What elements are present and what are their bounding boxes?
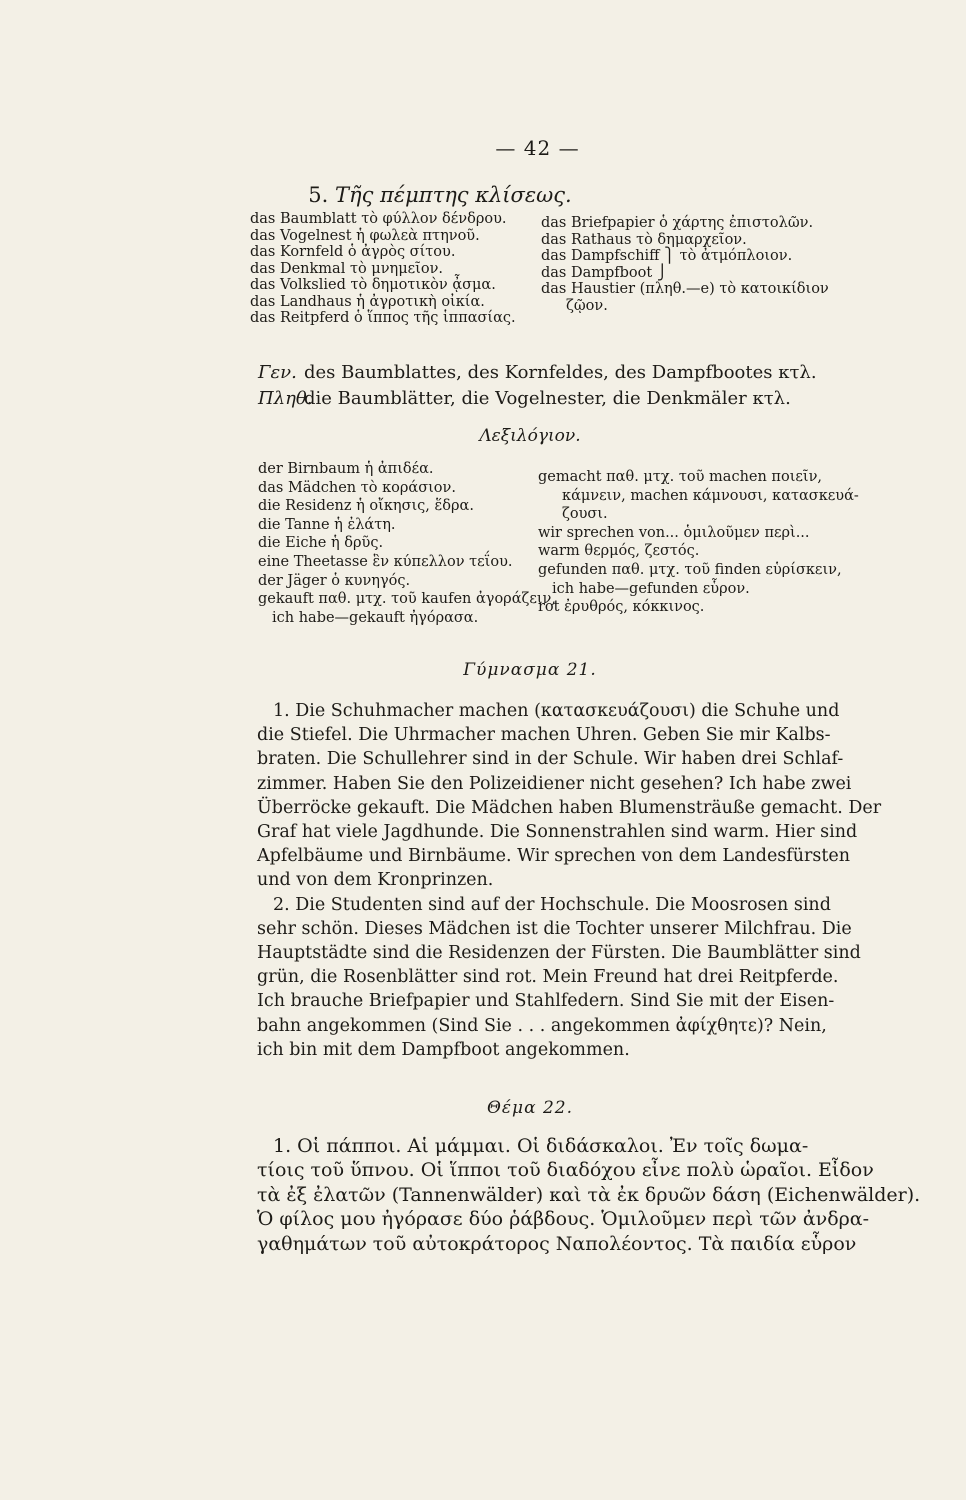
exercise-line: 2. Die Studenten sind auf der Hochschule. Die Moosrosen sind (273, 894, 831, 915)
theme-line: τὰ ἐξ ἐλατῶν (Tannenwälder) καὶ τὰ ἐκ δρυῶν δάση (Eichenwälder). (257, 1183, 921, 1206)
exercise-line: 1. Die Schuhmacher machen (κατασκευάζουσι) die Schuhe und (273, 701, 840, 721)
plural-label: Πληθ. (258, 388, 313, 409)
vocab-list-right (541, 215, 829, 314)
exercise-line: Apfelbäume und Birnbäume. Wir sprechen von dem Landesfürsten (257, 846, 851, 867)
exercise-line: Hauptstädte sind die Residenzen der Fürsten. Die Baumblätter sind (257, 943, 861, 964)
lexicon-entry: die Residenz ἡ οἴκησις, ἕδρα. (258, 498, 474, 515)
lexicon-entry: ζουσι. (562, 506, 608, 523)
page-number: — 42 — (495, 136, 580, 160)
lexicon-entry: der Birnbaum ἡ ἀπιδέα. (258, 461, 434, 477)
section-number: 5. (308, 183, 329, 207)
genitive-text: des Baumblattes, des Kornfeldes, des Dampfbootes κτλ. (304, 362, 817, 383)
exercise-line: Graf hat viele Jagdhunde. Die Sonnenstrahlen sind warm. Hier sind (257, 822, 858, 843)
lexicon-entry: warm θερμός, ζεστός. (538, 543, 700, 560)
genitive-label: Γεν. (258, 362, 297, 383)
section-title: Τῆς πέμπτης κλίσεως. (335, 183, 572, 207)
vocab-entry: das Dampfboot ⎭ (541, 264, 668, 281)
theme-title: Θέμα 22. (486, 1098, 574, 1118)
vocab-entry: das Landhaus ἡ ἀγροτικὴ οἰκία. (250, 293, 485, 310)
exercise-line: ich bin mit dem Dampfboot angekommen. (257, 1039, 630, 1060)
vocab-entry: das Kornfeld ὁ ἀγρὸς σίτου. (250, 244, 456, 260)
vocab-entry: das Denkmal τὸ μνημεῖον. (250, 260, 444, 277)
lexicon-entry: eine Theetasse ἓν κύπελλον τεΐου. (258, 553, 513, 570)
vocab-entry: das Dampfschiff ⎫ τὸ ἀτμόπλοιον. (541, 248, 793, 264)
vocab-entry: das Reitpferd ὁ ἵππος τῆς ἱππασίας. (250, 310, 516, 326)
lexicon-title: Λεξιλόγιον. (479, 426, 581, 446)
exercise-line: Überröcke gekauft. Die Mädchen haben Blumensträuße gemacht. Der (257, 797, 882, 818)
lexicon-entry: ich habe—gefunden εὗρον. (552, 580, 750, 597)
lexicon-entry: ich habe—gekauft ἠγόρασα. (272, 609, 479, 626)
vocab-entry: das Rathaus τὸ δημαρχεῖον. (541, 231, 747, 248)
theme-text (257, 1134, 921, 1256)
vocab-entry: das Baumblatt τὸ φύλλον δένδρου. (250, 211, 507, 227)
vocab-entry: das Vogelnest ἡ φωλεὰ πτηνοῦ. (250, 227, 480, 244)
exercise-line: bahn angekommen (Sind Sie . . . angekommen ἀφίχθητε)? Nein, (257, 1015, 827, 1036)
lexicon-entry: das Mädchen τὸ κοράσιον. (258, 479, 456, 496)
vocab-list-left (250, 211, 516, 327)
exercise-line: grün, die Rosenblätter sind rot. Mein Freund hat drei Reitpferde. (257, 967, 839, 988)
lexicon-entry: gefunden παθ. μτχ. τοῦ finden εὑρίσκειν, (538, 561, 842, 578)
exercise-line: Ich brauche Briefpapier und Stahlfedern. Sind Sie mit der Eisen- (257, 991, 835, 1012)
exercise-line: sehr schön. Dieses Mädchen ist die Tochter unserer Milchfrau. Die (257, 918, 852, 939)
lexicon-list-right (538, 468, 859, 617)
lexicon-entry: gekauft παθ. μτχ. τοῦ kaufen ἀγοράζειν, (258, 591, 556, 608)
exercise-title: Γύμνασμα 21. (463, 660, 597, 680)
exercise-line: und von dem Kronprinzen. (257, 870, 494, 891)
lexicon-entry: der Jäger ὁ κυνηγός. (258, 572, 411, 589)
exercise-line: die Stiefel. Die Uhrmacher machen Uhren. Geben Sie mir Kalbs- (257, 725, 831, 746)
vocab-entry: das Briefpapier ὁ χάρτης ἐπιστολῶν. (541, 215, 814, 231)
lexicon-entry: κάμνειν, machen κάμνουσι, κατασκευά- (562, 487, 859, 504)
plural-text: die Baumblätter, die Vogelnester, die Denkmäler κτλ. (304, 388, 791, 409)
lexicon-list-left (258, 460, 556, 627)
theme-line: Ὁ φίλος μου ἠγόρασε δύο ῥάβδους. Ὁμιλοῦμεν περὶ τῶν ἀνδρα- (257, 1208, 870, 1231)
vocab-entry: ζῷον. (566, 297, 608, 314)
lexicon-entry: die Eiche ἡ δρῦς. (258, 535, 384, 552)
theme-line: τίοις τοῦ ὕπνου. Οἱ ἵπποι τοῦ διαδόχου εἶνε πολὺ ὡραῖοι. Εἶδον (257, 1159, 874, 1182)
lexicon-entry: gemacht παθ. μτχ. τοῦ machen ποιεῖν, (538, 469, 822, 485)
lexicon-entry: wir sprechen von... ὁμιλοῦμεν περὶ... (538, 524, 810, 541)
plural-line (258, 388, 791, 409)
genitive-line (258, 362, 817, 383)
lexicon-entry: rot ἐρυθρός, κόκκινος. (538, 599, 705, 616)
theme-line: γαθημάτων τοῦ αὐτοκράτορος Ναπολέοντος. Τὰ παιδία εὗρον (257, 1232, 857, 1255)
exercise-text (257, 699, 882, 1062)
vocab-entry: das Haustier (πληθ.—e) τὸ κατοικίδιον (541, 281, 829, 297)
exercise-line: braten. Die Schullehrer sind in der Schule. Wir haben drei Schlaf- (257, 749, 844, 770)
vocab-entry: das Volkslied τὸ δημοτικὸν ᾆσμα. (250, 277, 496, 293)
exercise-line: zimmer. Haben Sie den Polizeidiener nicht gesehen? Ich habe zwei (257, 773, 852, 794)
lexicon-entry: die Tanne ἡ ἐλάτη. (258, 516, 396, 533)
theme-line: 1. Οἱ πάπποι. Αἱ μάμμαι. Οἱ διδάσκαλοι. Ἐν τοῖς δωμα- (273, 1135, 809, 1157)
section-heading (0, 183, 880, 207)
